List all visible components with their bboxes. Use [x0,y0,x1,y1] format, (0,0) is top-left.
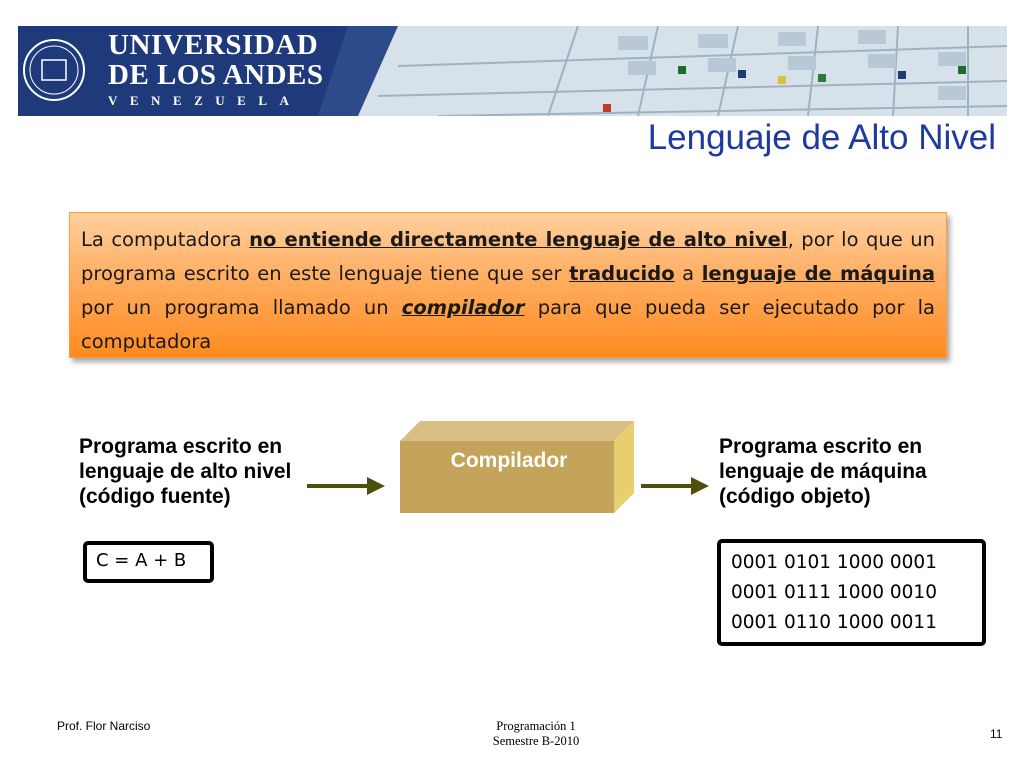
page-number: 11 [990,727,1003,741]
logo-line-2: DE LOS ANDES [108,59,324,91]
source-program-label: Programa escrito en lenguaje de alto nivel (código fuente) [79,435,292,508]
text-part: , por lo que un programa escrito en este lenguaje tiene que ser [81,228,935,285]
machine-code-line: 0001 0110 1000 0011 [731,612,937,633]
logo-line-1: UNIVERSIDAD [108,29,319,61]
emphasis-text: no entiende directamente lenguaje de alto nivel [249,228,788,251]
header-banner [18,26,1007,116]
footer-semester: Semestre B-2010 [492,734,580,748]
machine-code-box [717,539,986,646]
arrow-right-icon [307,475,387,497]
emphasis-text: lenguaje de máquina [701,262,935,285]
university-logo [108,30,324,110]
machine-program-label: Programa escrito en lenguaje de máquina (código objeto) [719,435,927,508]
emphasis-text: traducido [569,262,675,285]
text-part: La computadora [81,228,250,251]
compiler-label: Compilador [450,449,568,472]
definition-textbox [69,212,947,358]
machine-code-line: 0001 0101 1000 0001 [731,552,937,573]
footer-course-name: Programación 1 [496,719,576,733]
slide-title: Lenguaje de Alto Nivel [647,118,996,157]
machine-code-line: 0001 0111 1000 0010 [731,582,937,603]
footer-author: Prof. Flor Narciso [57,719,151,733]
source-code-box: C = A + B [83,541,214,583]
arrow-right-icon [641,475,711,497]
text-part: para que pueda ser ejecutado por la computadora [81,296,935,353]
text-part: por un programa llamado un [81,296,402,319]
logo-line-3: VENEZUELA [108,93,302,108]
footer-course [460,719,612,749]
emphasis-text: compilador [401,296,525,319]
text-part: a [674,262,702,285]
